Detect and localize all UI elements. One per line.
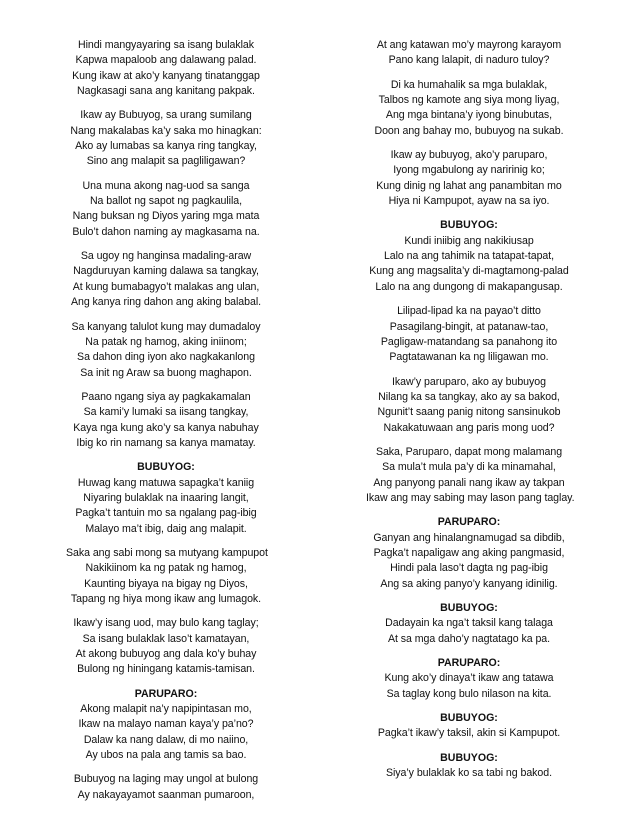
poem-line: Kaunting biyaya na bigay ng Diyos, (84, 577, 248, 590)
speaker-heading: BUBUYOG: (440, 602, 498, 614)
stanza (66, 179, 266, 240)
poem-line: Nakikiinom ka ng patak ng hamog, (85, 562, 247, 575)
poem-line: Pano kang lalapit, di naduro tuloy? (388, 54, 550, 67)
stanza-gap (66, 451, 266, 460)
poem-line: Ganyan ang hinalangnamugad sa dibdib, (373, 531, 565, 544)
speaker-stanza (366, 515, 572, 592)
speaker-stanza (366, 711, 572, 742)
poem-line: Ikaw ay bubuyog, ako’y paruparo, (390, 149, 548, 162)
poem-line: Tapang ng hiya mong ikaw ang lumagok. (70, 593, 262, 605)
stanza (66, 249, 266, 310)
poem-line: Kung ikaw at ako’y kanyang tinatanggap (72, 69, 260, 82)
stanza-gap (66, 381, 266, 390)
stanza-gap (66, 170, 266, 179)
poem-line: Pagtatawanan ka ng liligawan mo. (389, 351, 549, 364)
poem-line: Bulong ng hiningang katamis-tamisan. (77, 663, 255, 676)
stanza (366, 78, 572, 139)
poem-line: Sino ang malapit sa pagliligawan? (86, 155, 246, 168)
poem-line: Doon ang bahay mo, bubuyog na sukab. (374, 124, 564, 137)
poem-line: Ang mga bintana’y iyong binubutas, (385, 109, 553, 122)
poem-line: Sa dahon ding iyon ako nagkakanlong (77, 351, 255, 364)
poem-line: Dadayain ka nga’t taksil kang talaga (385, 617, 553, 630)
poem-line: Ang kanya ring dahon ang aking balabal. (70, 296, 262, 309)
poem-line: Sa kami’y lumaki sa iisang tangkay, (83, 406, 249, 419)
stanza-gap (366, 366, 572, 375)
stanza (366, 38, 572, 69)
stanza (66, 772, 266, 803)
poem-line: Sa isang bulaklak laso’t kamatayan, (82, 632, 250, 645)
poem-line: Una muna akong nag-uod sa sanga (82, 179, 250, 192)
stanza (366, 445, 575, 506)
poem-line: Talbos ng kamote ang siya mong liyag, (378, 94, 560, 107)
stanza-gap (66, 240, 266, 249)
left-column (66, 38, 266, 803)
poem-line: Nagduruyan kaming dalawa sa tangkay, (73, 265, 259, 278)
speaker-heading: BUBUYOG: (440, 751, 498, 764)
poem-line: Ang sa aking panyo’y kanyang idinilig. (380, 577, 558, 590)
stanza-gap (366, 702, 572, 711)
poem-line: Na patak ng hamog, aking iniinom; (85, 335, 247, 348)
speaker-heading: BUBUYOG: (440, 219, 498, 232)
poem-line: Lalo na ang dungong di makapangusap. (375, 280, 563, 293)
poem-line: Ikaw ay Bubuyog, sa urang sumilang (80, 109, 252, 122)
poem-line: Nang makalabas ka’y saka mo hinagkan: (70, 124, 262, 137)
stanza-gap (66, 311, 266, 320)
poem-line: Di ka humahalik sa mga bulaklak, (390, 78, 548, 91)
poem-line: Ikaw na malayo naman kaya’y pa’no? (78, 718, 254, 731)
poem-line: Malayo ma’t ibig, daig ang malapit. (85, 522, 247, 535)
poem-line: Pagka’t tantuin mo sa ngalang pag-ibig (75, 507, 257, 520)
speaker-stanza (366, 656, 572, 702)
stanza-gap (366, 69, 572, 78)
poem-line: Saka, Paruparo, dapat mong malamang (375, 445, 563, 458)
poem-line: Nang buksan ng Diyos yaring mga mata (72, 210, 260, 223)
stanza-gap (66, 537, 266, 546)
stanza-gap (366, 506, 572, 515)
poem-line: At akong bubuyog ang dala ko’y buhay (75, 648, 257, 661)
stanza-gap (366, 139, 572, 148)
poem-line: Bubuyog na laging may ungol at bulong (73, 773, 259, 786)
poem-line: Pagka’t napaligaw ang aking pangmasid, (373, 546, 565, 559)
right-column (366, 38, 575, 781)
poem-line: Sa init ng Araw sa buong maghapon. (80, 366, 252, 379)
speaker-heading: BUBUYOG: (137, 461, 195, 474)
poem-line: Saka ang sabi mong sa mutyang kampupot (66, 546, 268, 559)
poem-line: Ibig ko rin namang sa kanya mamatay. (76, 436, 256, 449)
stanza-gap (366, 592, 572, 601)
poem-line: Bulo’t dahon naming ay magkasama na. (72, 225, 260, 238)
poem-line: Akong malapit na’y napipintasan mo, (80, 703, 252, 716)
poem-line: Sa kanyang talulot kung may dumadaloy (71, 320, 261, 333)
stanza (66, 320, 266, 381)
speaker-stanza (366, 218, 572, 295)
stanza (366, 304, 572, 365)
poem-line: Huwag kang matuwa sapagka’t kaniig (77, 476, 255, 489)
poem-line: Ikaw ang may sabing may lason pang taglay. (366, 491, 575, 504)
speaker-stanza (66, 460, 266, 537)
poem-line: Pasagilang-bingit, at patanaw-tao, (389, 320, 549, 333)
poem-line: Hindi pala laso’t dagta ng pag-ibig (390, 562, 548, 575)
stanza-gap (366, 436, 572, 445)
poem-line: Ay nakayayamot saanman pumaroon, (77, 788, 255, 801)
stanza (66, 546, 266, 607)
poem-line: Sa mula’t mula pa’y di ka minamahal, (382, 461, 556, 474)
stanza (366, 148, 572, 209)
poem-line: Nakakatuwaan ang paris mong uod? (383, 421, 555, 434)
poem-line: Ngunit’t saang panig nitong sansinukob (377, 406, 561, 419)
poem-line: Hiya ni Kampupot, ayaw na sa iyo. (388, 195, 550, 208)
poem-line: Na ballot ng sapot ng pagkaulila, (89, 195, 243, 208)
stanza-gap (366, 742, 572, 751)
poem-line: Niyaring bulaklak na inaaring langit, (83, 491, 249, 504)
stanza (66, 390, 266, 451)
poem-line: Ay ubos na pala ang tamis sa bao. (85, 749, 247, 762)
poem-line: Kung dinig ng lahat ang panambitan mo (376, 179, 562, 192)
poem-line: Hindi mangyayaring sa isang bulaklak (77, 39, 255, 51)
speaker-heading: BUBUYOG: (440, 712, 498, 725)
poem-line: Ako ay lumabas sa kanya ring tangkay, (75, 140, 257, 153)
speaker-heading: PARUPARO: (134, 687, 198, 700)
poem-line: Ikaw’y isang uod, may bulo kang taglay; (73, 617, 259, 630)
poem-line: Lalo na ang tahimik na tatapat-tapat, (383, 250, 555, 263)
speaker-stanza (366, 751, 572, 782)
speaker-heading: PARUPARO: (437, 657, 501, 670)
stanza-gap (66, 607, 266, 616)
stanza-gap (66, 99, 266, 108)
speaker-stanza (66, 687, 266, 764)
poem-line: Siya’y bulaklak ko sa tabi ng bakod. (385, 767, 553, 780)
poem-line: Ang panyong panali nang ikaw ay takpan (373, 476, 565, 489)
poem-line: Iyong mgabulong ay naririnig ko; (393, 164, 545, 177)
poem-line: Kundi iniibig ang nakikiusap (404, 234, 534, 247)
stanza (66, 38, 266, 99)
poem-line: Kung ako’y dinaya’t ikaw ang tatawa (384, 672, 554, 685)
poem-line: Nagkasagi sana ang kanitang pakpak. (77, 85, 255, 98)
stanza (66, 616, 266, 677)
stanza-gap (66, 678, 266, 687)
speaker-stanza (366, 601, 572, 647)
poem-line: Pagka’t ikaw’y taksil, akin si Kampupot. (377, 727, 561, 740)
stanza-gap (366, 647, 572, 656)
speaker-heading: PARUPARO: (437, 516, 501, 529)
poem-line: Kapwa mapaloob ang dalawang palad. (75, 54, 257, 67)
poem-line: At sa mga daho’y nagtatago ka pa. (387, 632, 551, 645)
poem-line: Kaya nga kung ako’y sa kanya nabuhay (73, 421, 259, 434)
poem-line: At kung bumabagyo’t malakas ang ulan, (72, 280, 260, 293)
poem-line: Sa ugoy ng hanginsa madaling-araw (80, 250, 252, 263)
poem-line: Lilipad-lipad ka na payao’t ditto (397, 305, 541, 318)
poem-line: Sa taglay kong bulo nilason na kita. (386, 687, 552, 700)
stanza-gap (366, 295, 572, 304)
poem-line: Paano ngang siya ay pagkakamalan (81, 390, 251, 403)
poem-line: Kung ang magsalita’y di-magtamong-palad (369, 265, 569, 278)
stanza-gap (66, 763, 266, 772)
poem-line: At ang katawan mo’y mayrong karayom (376, 39, 562, 51)
stanza-gap (366, 209, 572, 218)
stanza (66, 108, 266, 169)
stanza (366, 375, 572, 436)
poem-line: Dalaw ka nang dalaw, di mo naiino, (83, 733, 249, 746)
poem-line: Pagligaw-matandang sa panahong ito (380, 335, 558, 348)
poem-line: Nilang ka sa tangkay, ako ay sa bakod, (378, 390, 560, 403)
poem-line: Ikaw’y paruparo, ako ay bubuyog (392, 375, 546, 388)
